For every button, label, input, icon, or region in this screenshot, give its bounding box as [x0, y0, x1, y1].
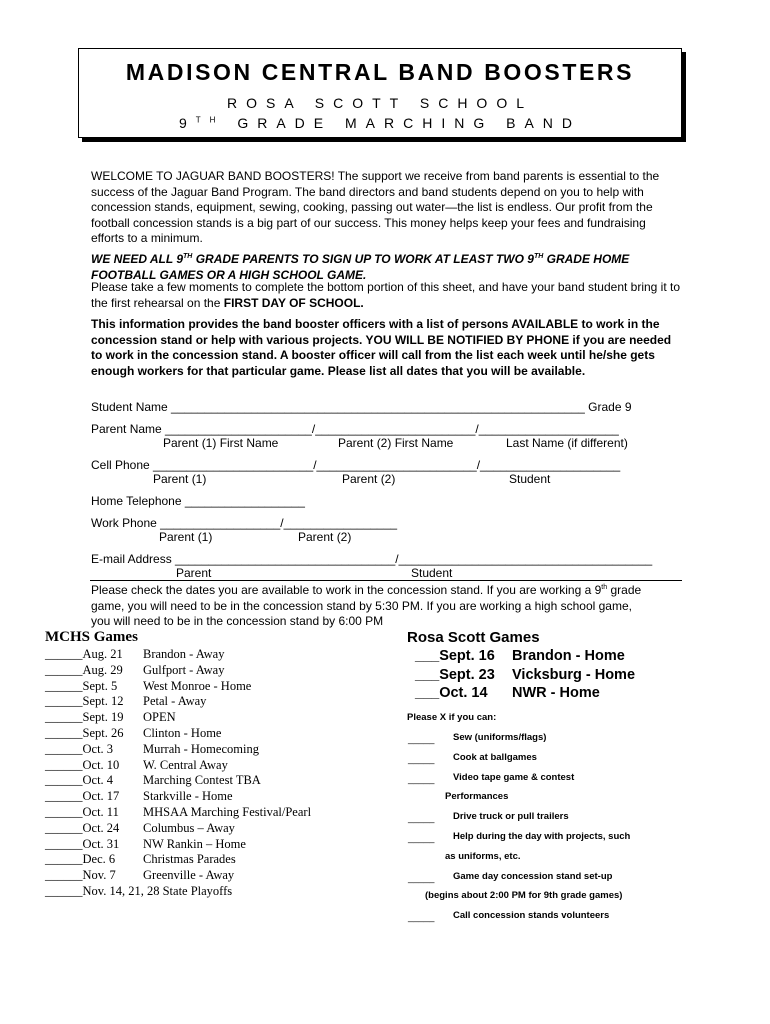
need-sup1: TH — [183, 253, 193, 260]
email-field[interactable]: E-mail Address _________________________________/______________________________________ — [91, 552, 653, 566]
please-paragraph — [91, 280, 681, 311]
mchs-game-opponent: Christmas Parades — [143, 852, 236, 867]
mchs-game-opponent: State Playoffs — [159, 884, 233, 898]
mchs-game-row[interactable] — [45, 694, 206, 709]
work-phone-field[interactable]: Work Phone __________________/_________________ — [91, 516, 398, 530]
mchs-game-opponent: MHSAA Marching Festival/Pearl — [143, 805, 312, 819]
mchs-game-date: ______Oct. 31 — [45, 836, 120, 851]
mchs-game-date: ______Nov. 14, 21, 28 — [45, 884, 160, 898]
mchs-game-opponent: Greenville - Away — [143, 868, 235, 883]
mchs-game-opponent: Clinton - Home — [143, 726, 222, 740]
mchs-game-opponent: West Monroe - Home — [143, 678, 252, 693]
volunteer-item-label: Help during the day with projects, such — [453, 831, 631, 842]
cell-parent2-label: Parent (2) — [342, 472, 396, 486]
mchs-game-date: ______Sept. 12 — [45, 694, 124, 709]
student-name-field[interactable]: Student Name ______________________________________________________________ Grade 9 — [91, 400, 632, 414]
mchs-game-row[interactable] — [45, 852, 236, 867]
volunteer-item-label: Cook at ballgames — [453, 751, 537, 763]
mchs-game-row[interactable] — [45, 805, 311, 820]
mchs-game-opponent: Gulfport - Away — [143, 662, 225, 677]
check-line-3: you will need to be in the concession stand by 6:00 PM — [91, 614, 384, 628]
mchs-game-opponent: Starkville - Home — [143, 789, 233, 804]
rosa-game-date: ___Oct. 14 — [415, 685, 488, 701]
mchs-game-date: ______Sept. 26 — [45, 726, 124, 740]
rosa-game-row[interactable] — [415, 648, 625, 664]
mchs-game-row[interactable] — [45, 773, 261, 788]
mchs-game-date: ______Aug. 29 — [45, 662, 123, 677]
cell-parent1-label: Parent (1) — [153, 472, 207, 486]
volunteer-item-label: Sew (uniforms/flags) — [453, 732, 547, 743]
mchs-game-row[interactable] — [45, 758, 228, 773]
volunteer-checkbox-blank[interactable]: _____ — [408, 813, 435, 825]
mchs-game-row[interactable] — [45, 710, 176, 725]
grade-number: 9 — [178, 115, 196, 131]
parent2-first-label: Parent (2) First Name — [338, 436, 454, 450]
need-part3: GRADE HOME FOOTBALL GAMES OR A HIGH SCHOOL GAME. — [91, 252, 630, 282]
volunteer-checkbox-blank[interactable]: _____ — [408, 872, 435, 884]
check-sup: th — [601, 584, 608, 591]
rosa-game-date: ___Sept. 16 — [415, 648, 495, 664]
divider-line — [90, 580, 682, 581]
header-box — [78, 48, 682, 138]
page-title: MADISON CENTRAL BAND BOOSTERS — [125, 59, 635, 85]
need-sup2: TH — [533, 253, 544, 260]
volunteer-item-label: as uniforms, etc. — [445, 850, 521, 862]
mchs-game-date: ______Oct. 10 — [45, 757, 120, 772]
rosa-game-row[interactable] — [415, 667, 635, 683]
mchs-game-row[interactable] — [45, 884, 232, 899]
check-line-1 — [91, 583, 641, 597]
volunteer-checkbox-blank[interactable]: _____ — [408, 912, 435, 924]
need-paragraph — [91, 249, 681, 283]
mchs-game-date: ______Oct. 24 — [45, 820, 120, 835]
volunteer-item-label: Game day concession stand set-up — [453, 870, 613, 882]
mchs-game-opponent: Marching Contest TBA — [143, 773, 261, 788]
mchs-game-date: ______Oct. 3 — [45, 741, 114, 756]
rosa-game-date: ___Sept. 23 — [415, 666, 495, 683]
home-phone-field[interactable]: Home Telephone __________________ — [91, 494, 305, 508]
welcome-paragraph: WELCOME TO JAGUAR BAND BOOSTERS! The support we receive from band parents is essential to the success of the Jaguar Band Program. The band directors and band students depend on you to help with concession stands, equipment, sewing, cooking, passing out water—the list is endless. Our profit from the football concession stands is a big part of our success. This money helps keep your fees and fundraising efforts to a minimum. — [91, 169, 660, 245]
email-parent-label: Parent — [176, 566, 212, 580]
mchs-game-row[interactable] — [45, 679, 251, 694]
mchs-game-row[interactable] — [45, 742, 259, 757]
mchs-game-opponent: OPEN — [143, 710, 176, 725]
please-text: Please take a few moments to complete the bottom portion of this sheet, and have your band student bring it to the first rehearsal on the — [91, 280, 681, 310]
mchs-game-date: ______Sept. 5 — [45, 678, 118, 693]
please-bold: FIRST DAY OF SCHOOL. — [223, 295, 364, 310]
rosa-game-opponent: NWR - Home — [512, 685, 600, 701]
mchs-game-date: ______Aug. 21 — [45, 647, 123, 661]
mchs-game-row[interactable] — [45, 726, 221, 741]
parent-name-field[interactable]: Parent Name ______________________/________________________/_____________________ — [91, 422, 619, 436]
mchs-game-date: ______Oct. 11 — [45, 805, 119, 819]
rosa-game-opponent: Brandon - Home — [512, 648, 625, 664]
volunteer-item-label: Performances — [445, 791, 509, 803]
mchs-game-opponent: Murrah - Homecoming — [143, 741, 259, 756]
mchs-game-opponent: NW Rankin – Home — [143, 836, 246, 851]
cell-student-label: Student — [509, 472, 551, 486]
band-name — [79, 115, 681, 131]
mchs-game-row[interactable] — [45, 868, 234, 883]
mchs-game-opponent: Brandon - Away — [143, 647, 225, 661]
mchs-game-date: ______Nov. 7 — [45, 868, 116, 883]
grade-suffix: TH — [195, 115, 225, 125]
need-part2: GRADE PARENTS TO SIGN UP TO WORK AT LEAST TWO 9 — [192, 252, 534, 266]
mchs-game-row[interactable] — [45, 837, 246, 852]
mchs-game-opponent: Petal - Away — [143, 694, 207, 709]
check-part1: Please check the dates you are available to work in the concession stand. If you are working a 9 — [91, 583, 602, 597]
last-name-label: Last Name (if different) — [506, 436, 628, 450]
rosa-scott-games-title: Rosa Scott Games — [407, 629, 540, 646]
rosa-game-row[interactable] — [415, 685, 600, 701]
mchs-game-date: ______Oct. 4 — [45, 773, 114, 788]
rosa-game-opponent: Vicksburg - Home — [512, 666, 636, 683]
mchs-games-title: MCHS Games — [45, 629, 138, 645]
mchs-game-date: ______Oct. 17 — [45, 789, 120, 804]
volunteer-checkbox-blank[interactable]: _____ — [408, 734, 435, 745]
mchs-game-row[interactable] — [45, 789, 233, 804]
mchs-game-row[interactable] — [45, 821, 235, 836]
work-parent1-label: Parent (1) — [159, 530, 213, 544]
check-part2: grade — [607, 583, 642, 597]
mchs-game-row[interactable] — [45, 647, 224, 662]
work-parent2-label: Parent (2) — [298, 530, 352, 544]
cell-phone-field[interactable]: Cell Phone ________________________/________________________/_____________________ — [91, 458, 621, 472]
mchs-game-opponent: W. Central Away — [143, 757, 228, 772]
info-paragraph: This information provides the band booster officers with a list of persons AVAILABLE to work in the concession stand or help with various projects. YOU WILL BE NOTIFIED BY PHONE if you are needed to work in the concession stand. A booster officer will call from the list each week until he/she gets enough workers for that particular game. Please list all dates that you will be available. — [91, 317, 672, 378]
volunteer-header: Please X if you can: — [407, 712, 497, 723]
volunteer-item-label: Video tape game & contest — [453, 771, 575, 783]
mchs-game-date: ______Sept. 19 — [45, 710, 124, 725]
volunteer-item-label: (begins about 2:00 PM for 9th grade games) — [425, 890, 623, 902]
mchs-game-row[interactable] — [45, 663, 224, 678]
email-student-label: Student — [411, 566, 453, 580]
check-line-2: game, you will need to be in the concession stand by 5:30 PM. If you are working a high school game, — [91, 599, 632, 613]
band-label: GRADE MARCHING BAND — [237, 115, 582, 131]
school-name: ROSA SCOTT SCHOOL — [227, 95, 533, 111]
volunteer-item-label: Drive truck or pull trailers — [453, 811, 569, 823]
mchs-game-date: ______Dec. 6 — [45, 852, 116, 867]
volunteer-item-label: Call concession stands volunteers — [453, 910, 610, 922]
mchs-game-opponent: Columbus – Away — [143, 820, 235, 835]
volunteer-checkbox-blank[interactable]: _____ — [408, 773, 435, 785]
need-part1: WE NEED ALL 9 — [91, 252, 184, 266]
volunteer-checkbox-blank[interactable]: _____ — [408, 753, 435, 765]
volunteer-checkbox-blank[interactable]: _____ — [408, 833, 435, 844]
parent1-first-label: Parent (1) First Name — [163, 436, 279, 450]
